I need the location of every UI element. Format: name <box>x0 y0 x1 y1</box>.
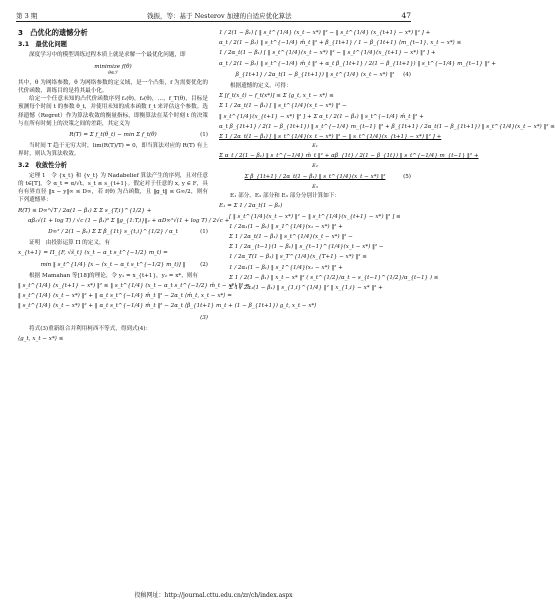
equation-e1-line-2: [ ‖ s_t^{1/4}(x_t − x*) ‖² − ‖ s_t^{1/4}(x_{t+1} − x*) ‖² ] ≤ <box>229 213 401 220</box>
equation-bound-line-1: R(T) ≤ D∞²√T / 2α(1 − β₁) Σ Σ s_{T,i}^{1/2} + <box>18 207 152 214</box>
running-title: 钱振，等：基于 Nesterov 加速的自适应优化算法 <box>147 12 292 20</box>
subsection-heading-1: 3.1 最优化问题 <box>18 41 67 49</box>
equation-regret-number: (1) <box>200 132 208 139</box>
equation-5-number: (5) <box>403 173 411 180</box>
equation-r-line-4: α_t / 2(1 − β₁) ‖ s_t^{−1/4} m̂_t ‖² + α_t β_{1t+1} / 2(1 − β_{1t+1}) ‖ s_t^{−1/4} m_{t−1} ‖² + <box>219 60 497 67</box>
running-header <box>16 6 411 20</box>
equation-projection-line-2 <box>18 261 208 269</box>
section-heading: 3 凸优化的遗憾分析 <box>18 28 88 37</box>
equation-r-line-5 <box>219 71 411 79</box>
equation-regret <box>18 131 208 139</box>
equation-e1-line-7: 1 / 2α₁(1 − β₁) ‖ s_1^{1/4}(x₁ − x*) ‖² + <box>229 264 343 271</box>
equation-minimize-text: minimize f(θ) <box>94 63 132 70</box>
equation-projection-number: (2) <box>200 261 208 268</box>
equation-m-line-2: ‖ s_t^{1/4} (x_t − x*) ‖² + ‖ α_t s_t^{−1/4} m̂_t ‖² − 2α_t ⟨m̂_t, x_t − x*⟩ = <box>18 293 232 300</box>
equation-bound-line-3 <box>18 228 208 236</box>
subsection-heading-2: 3.2 收敛性分析 <box>18 161 67 169</box>
equation-e1-line-4: Σ 1 / 2α_t(1 − β₁) ‖ s_t^{1/4}(x_t − x*) ‖² − <box>229 234 353 241</box>
equation-e1-line-9: Σ 1 / 2α₁(1 − β₁) ‖ s_{1,i}^{1/4} ‖² ‖ x_{1,i} − x* ‖² + <box>229 285 383 292</box>
equation-r-line-5-text: β_{1t+1} / 2α_t(1 − β_{1t+1}) ‖ s_t^{1/4} (x_t − x*) ‖² <box>235 71 395 78</box>
equation-e1-line-8: Σ 1 / 2(1 − β₁) ‖ x_t − x* ‖² ( s_t^{1/2}/α_t − s_{t−1}^{1/2}/α_{t−1} ) ≤ <box>229 274 439 281</box>
paragraph-2: 其中，θ 为网络参数，θ 为网络参数的定义域，是一个凸集，f 为需要优化的代价函数，训练目的是将其最小化。 <box>18 79 208 95</box>
proof-start: 证明 由投影运算 Π 的定义，有 <box>29 240 111 247</box>
header-rule <box>16 21 411 22</box>
equation-r-line-3: 1 / 2α_t(1 − β₁) [ ‖ s_t^{1/4}(x_t − x*) ‖² − ‖ s_t^{1/4}(x_{t+1} − x*) ‖² ] + <box>219 50 436 57</box>
equation-e1-line-3: 1 / 2α₁(1 − β₁) ‖ s_1^{1/4}(x₁ − x*) ‖² + <box>229 223 343 230</box>
equation-minimize-sub: θ∈ℱ <box>108 70 118 76</box>
brace-label-e2: E₂ <box>312 162 318 169</box>
brace-label-e1: E₁ <box>312 143 318 150</box>
issue-number: 第 3 期 <box>16 12 38 20</box>
paragraph-regret-def: 根据遗憾的定义，可得： <box>230 83 292 90</box>
equation-sum-line-7 <box>219 173 411 181</box>
paragraph-4: 当时间 T 趋于无穷大时，lim(R(T)/T) = 0，即当算法对应的 R(T) 有上界时，则认为算法收敛。 <box>18 143 208 158</box>
equation-e1-line-6: 1 / 2α_T(1 − β₁) ‖ s_T^{1/4}(x_{T+1} − x*) ‖² ≤ <box>229 254 367 261</box>
equation-sum-line-6: Σ α_t / 2(1 − β₁) ‖ s_t^{−1/4} m̂_t ‖² + αβ_{1t} / 2(1 − β_{1t}) ‖ s_t^{−1/4} m_{t−1} ‖² + <box>219 153 479 160</box>
paragraph-reorganize: 将式(3)重新组合并利用柯西不等式，得到式(4)： <box>29 325 152 332</box>
equation-r-line-1: 1 / 2(1 − β₁) [ ‖ s_t^{1/4} (x_t − x*) ‖² − ‖ s_t^{1/4} (x_{t+1} − x*) ‖² ] + <box>219 30 431 36</box>
equation-e1-line-5: Σ 1 / 2α_{t−1}(1 − β₁) ‖ s_{t−1}^{1/4}(x_t − x*) ‖² − <box>229 244 384 251</box>
equation-m-line-1: ‖ s_t^{1/4} (x_{t+1} − x*) ‖² ≤ ‖ s_t^{1/4} (x_t − α_t s_t^{−1/2} m̂_t − x*) ‖² = <box>18 283 250 290</box>
equation-minimize <box>18 63 208 76</box>
equation-g-line: ⟨g_t, x_t − x*⟩ ≤ <box>18 336 64 343</box>
equation-sum-line-1: Σ [f_t(x_t) − f_t(x*)] ≤ Σ ⟨g_t, x_t − x*⟩ ≤ <box>219 93 334 100</box>
page-number: 47 <box>401 11 411 20</box>
paragraph-1: 深度学习中的模型训练过程本质上就是求解一个最优化问题，即 <box>29 52 186 59</box>
equation-4-number: (4) <box>403 71 411 78</box>
equation-r-line-2: α_t / 2(1 − β₁) ‖ s_t^{−1/4} m̂_t ‖² + β_{1t+1} / 1 − β_{1t+1} ⟨m_{t−1}, x_t − x*⟩ ≤ <box>219 40 462 47</box>
paragraph-mamahan: 根据 Mamahan 等[18]的理论，令 y₁ = x_{t+1}，y₂ = x*，则有 <box>29 272 198 279</box>
paragraph-3: 给定一个任意未知的凸代价函数序列 f₁(θ)，f₂(θ)，…，f_T(θ)，目标是预测每个时间 t 的参数 θ_t，并使用未知的成本函数 f_t 来评估这个参数。选择遗憾（Regret）作为算法收敛的衡量指标，即衡算法在某个时刻 t 的决策与在所有时刻上的决策之间的差距，其定义为 <box>18 96 208 127</box>
brace-label-e3: E₃ <box>312 184 318 191</box>
equation-regret-text: R(T) = Σ f_t(θ_t) − min Σ f_t(θ) <box>69 132 157 139</box>
equation-sum-line-3: ‖ s_t^{1/4}(x_{t+1} − x*) ‖² ] + Σ α_t / 2(1 − β₁) ‖ s_t^{−1/4} m̂_t ‖² + <box>219 113 424 120</box>
footer-url: 投稿网址：http://journal.cttu.edu.cn/zr/ch/index.aspx <box>134 592 293 599</box>
equation-bound-line-3-text: D∞² / 2(1 − β₁) Σ Σ β_{1t} s_{t,i}^{1/2} / α_t <box>48 229 178 236</box>
equation-projection-line-2-text: min ‖ s_t^{1/4} [x − (x_t − α_t s_t^{−1/2} m_t)] ‖ <box>40 261 186 268</box>
equation-sum-line-2: Σ 1 / 2α_t(1 − β₁) [ ‖ s_t^{1/4}(x_t − x*) ‖² − <box>219 103 347 110</box>
equation-m-number: (3) <box>200 314 208 321</box>
right-column <box>219 27 555 294</box>
equation-sum-line-4: α_t β_{1t+1} / 2(1 − β_{1t+1}) ‖ s_t^{−1/4} m_{t−1} ‖² + β_{1t+1} / 2α_t(1 − β_{1t+1}) ‖ s_t^{1/4}(x_t − x*) ‖² ≤ <box>219 123 555 130</box>
theorem-1: 定理 1 令 {x_t} 和 {v_t} 为 Nadabelief 算法产生的序列，且对任意的 t∈[T]，令 α_t = α/√t，s_t ≤ s_{t+1}。假定对于任意的 x, y ∈ F，具有有界直径 ‖x − y‖∞ ≤ D∞，若 f(θ) 为凸函数，且 ‖g_t‖ ≤ G∞/2，则有下列遗憾界： <box>18 172 208 204</box>
equation-bound-number: (1) <box>200 229 208 236</box>
equation-bound-line-2: αβ₁√(1 + log T) / √c (1 − β₁)³ Σ ‖g_{1:T,i}‖₂ + αD∞²√(1 + log T) / 2√c + <box>28 217 230 224</box>
equation-m-line-3: ‖ s_t^{1/4} (x_t − x*) ‖² + ‖ α_t s_t^{−1/4} m̂_t ‖² − 2α_t ⟨β_{1t+1} m_t + (1 − β_{1t+1}) g_t, x_t − x*⟩ <box>18 303 317 310</box>
equation-e1-line-1: E₁ = Σ 1 / 2α_t(1 − β₁) <box>219 203 283 210</box>
equation-sum-line-5: Σ 1 / 2α_t(1 − β₁) [ ‖ s_t^{1/4}(x_t − x*) ‖² − ‖ s_t^{1/4}(x_{t+1} − x*) ‖² ] + <box>219 134 442 141</box>
equation-sum-line-7-text: Σ β_{1t+1} / 2α_t(1 − β₁) ‖ s_t^{1/4}(x_t − x*) ‖² <box>244 173 386 180</box>
equation-projection-line-1: x_{t+1} = Π_{F, √s̃_t} (x_t − α_t s_t^{−1/2} m_t) = <box>18 250 168 257</box>
paragraph-e-parts: E₁ 部分、E₂ 部分和 E₃ 部分分别计算如下： <box>230 193 340 200</box>
